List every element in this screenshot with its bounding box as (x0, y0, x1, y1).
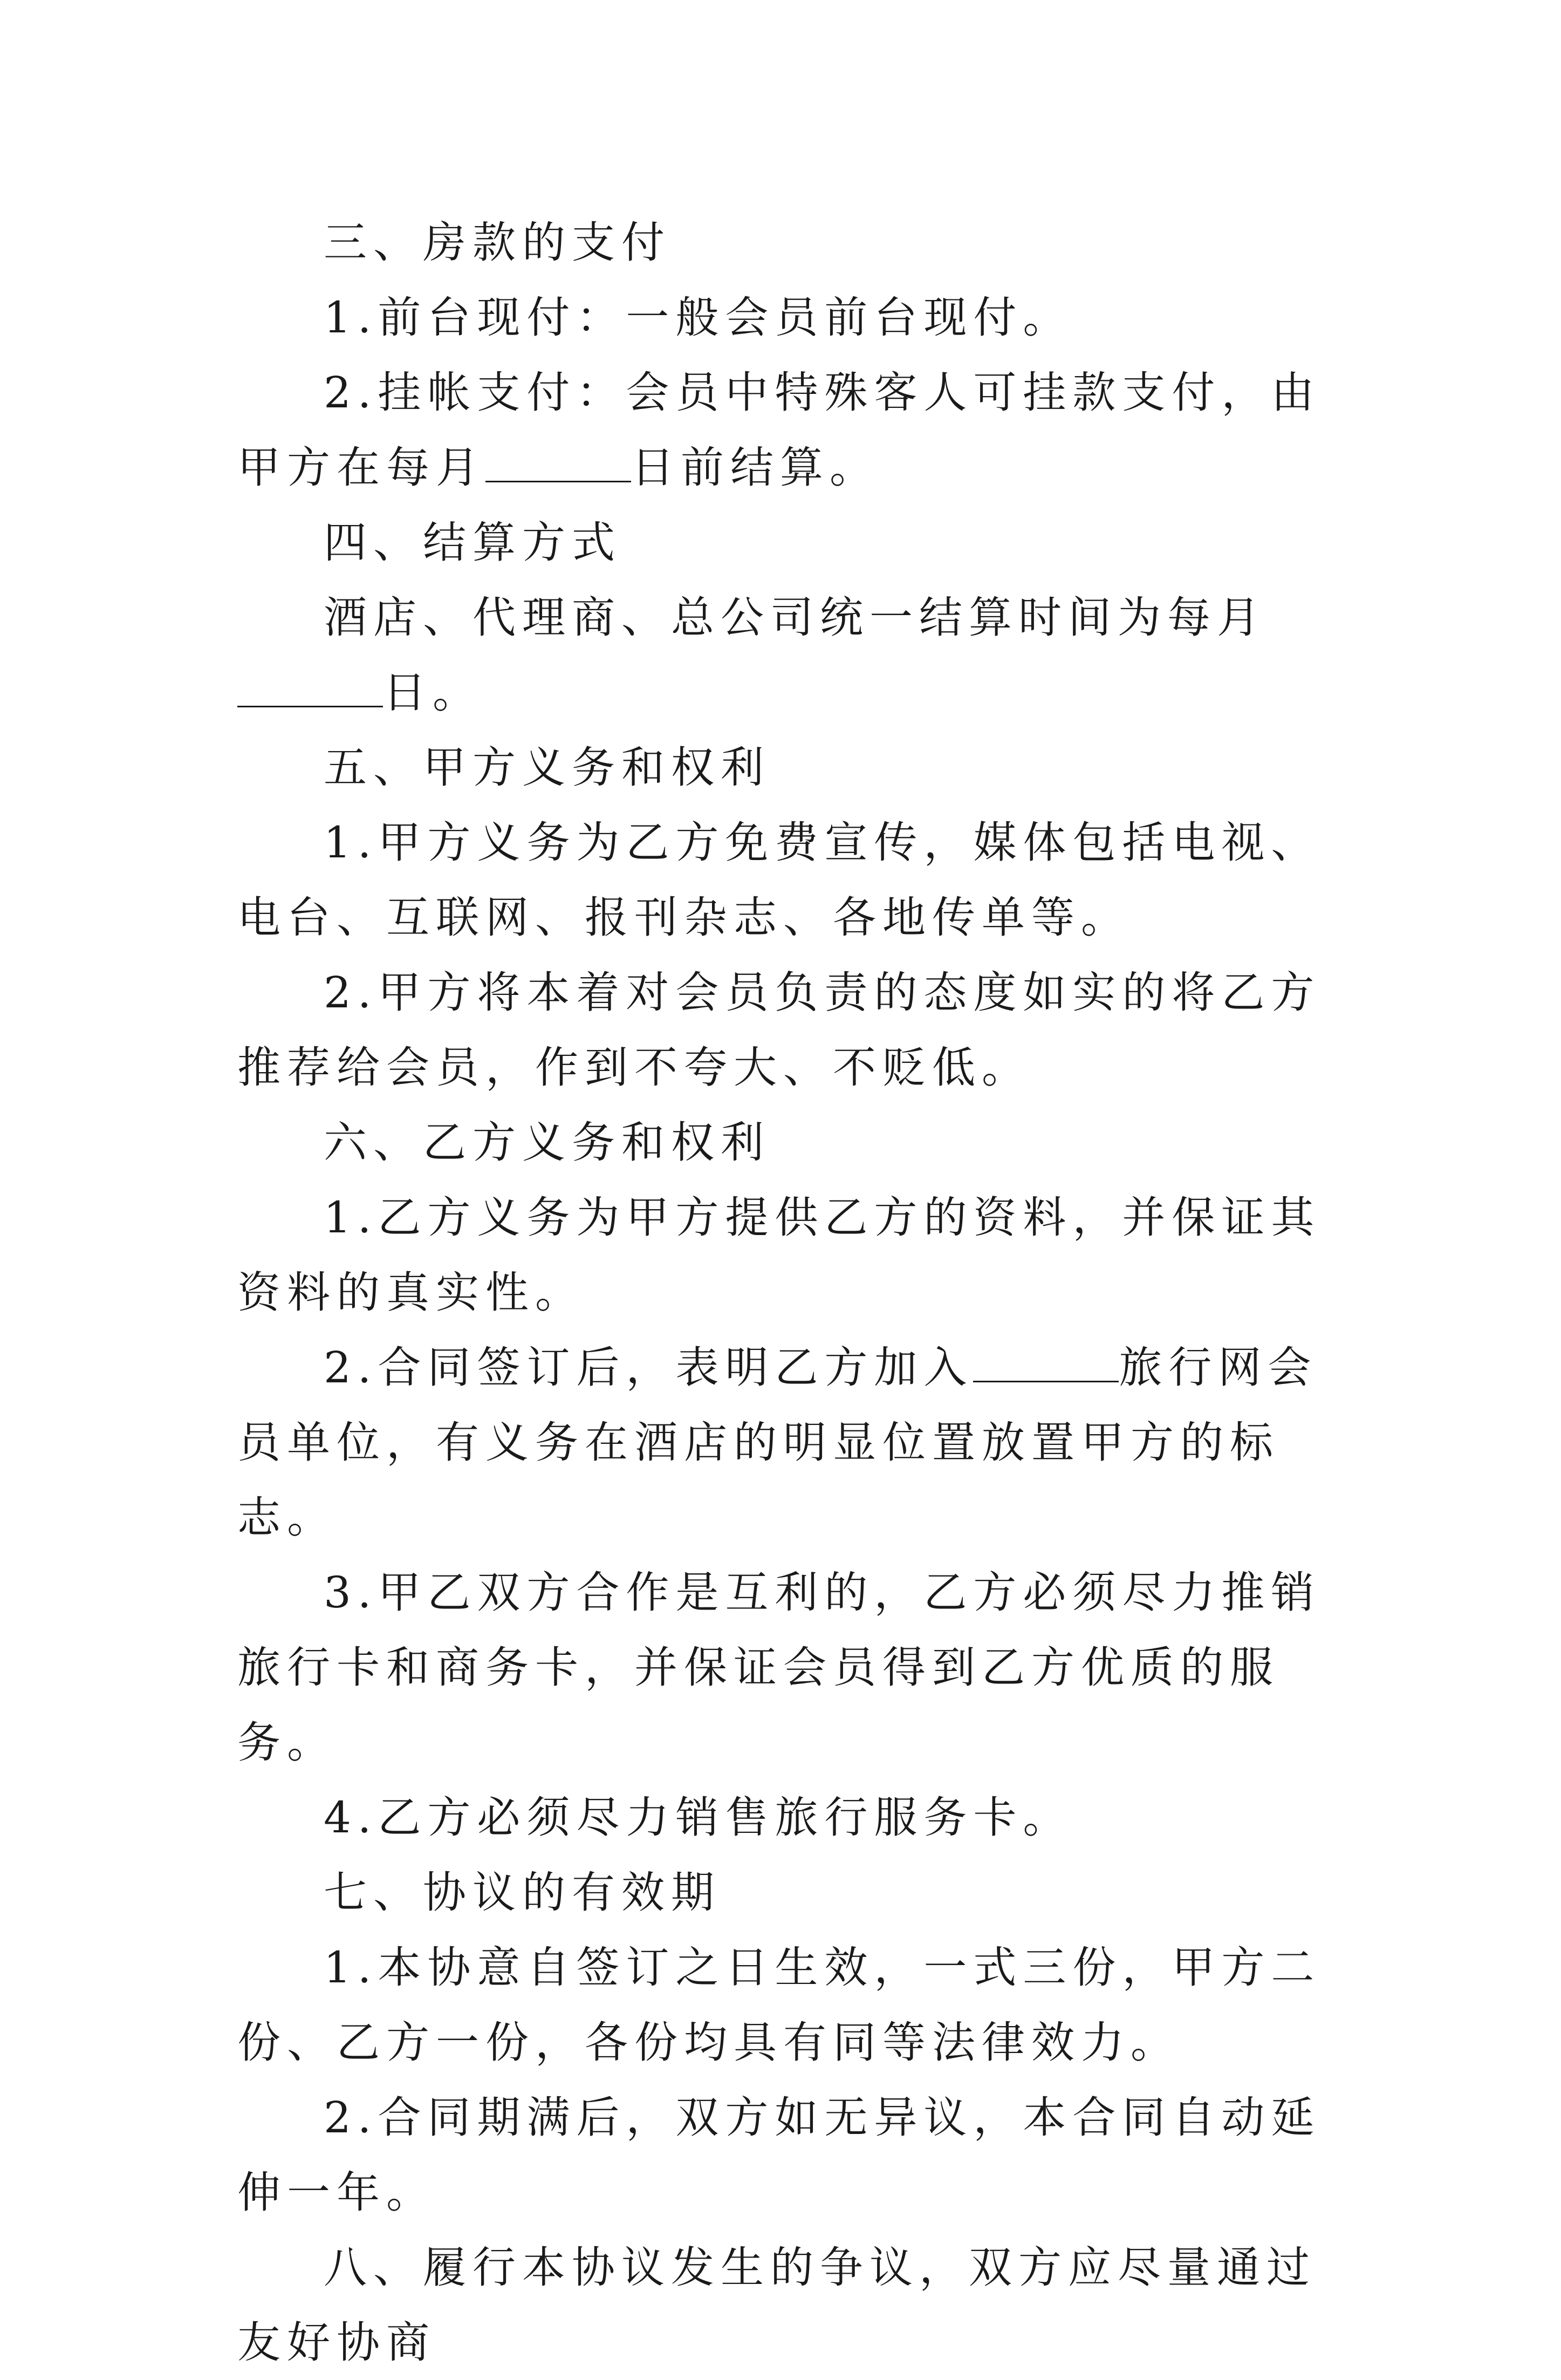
clause-account-payment (237, 355, 1327, 505)
paragraph-text: 1.本协意自签订之日生效，一式三份，甲方二份、乙方一份，各份均具有同等法律效力。 (237, 1942, 1321, 2068)
paragraph-text: 4.乙方必须尽力销售旅行服务卡。 (324, 1792, 1073, 1843)
clause-party-a-recommend (237, 955, 1327, 1105)
clause-party-b-cooperation (237, 1555, 1327, 1780)
clause-validity-extension (237, 2080, 1327, 2230)
clause-party-b-information (237, 1180, 1327, 1330)
paragraph-text: 四、结算方式 (324, 517, 621, 568)
clause-validity-effective (237, 1930, 1327, 2080)
fill-in-blank (973, 1343, 1119, 1382)
clause-party-b-membership (237, 1330, 1327, 1555)
paragraph-text: 七、协议的有效期 (324, 1867, 721, 1918)
section-heading-party-a (237, 730, 1327, 805)
section-heading-party-b (237, 1105, 1327, 1180)
section-heading-disputes (237, 2230, 1327, 2380)
paragraph-text: 1.甲方义务为乙方免费宣传，媒体包括电视、电台、互联网、报刊杂志、各地传单等。 (237, 817, 1321, 943)
fill-in-blank (237, 668, 383, 707)
clause-party-a-promotion (237, 805, 1327, 955)
paragraph-text: 3.甲乙双方合作是互利的，乙方必须尽力推销旅行卡和商务卡，并保证会员得到乙方优质的服务。 (237, 1567, 1321, 1768)
paragraph-text: 酒店、代理商、总公司统一结算时间为每月 (324, 592, 1266, 643)
paragraph-text: 1.前台现付：一般会员前台现付。 (324, 292, 1073, 343)
paragraph-text-continued: 日。 (383, 667, 482, 718)
paragraph-text: 六、乙方义务和权利 (324, 1117, 770, 1168)
section-heading-settlement (237, 505, 1327, 580)
paragraph-text: 2.甲方将本着对会员负责的态度如实的将乙方推荐给会员，作到不夸大、不贬低。 (237, 967, 1321, 1093)
fill-in-blank (485, 443, 631, 482)
section-heading-validity (237, 1855, 1327, 1930)
clause-settlement-date (237, 580, 1327, 730)
paragraph-text-continued: 旅行网会员单位，有义务在酒店的明显位置放置甲方的标志。 (237, 1342, 1318, 1543)
clause-party-b-sales (237, 1780, 1327, 1855)
paragraph-text: 五、甲方义务和权利 (324, 742, 770, 793)
document-body (237, 205, 1327, 2380)
paragraph-text: 2.挂帐支付：会员中特殊客人可挂款支付，由甲方在每月 (237, 367, 1321, 493)
paragraph-text: 1.乙方义务为甲方提供乙方的资料，并保证其资料的真实性。 (237, 1192, 1321, 1318)
paragraph-text: 八、履行本协议发生的争议，双方应尽量通过友好协商 (237, 2242, 1316, 2368)
paragraph-text: 2.合同签订后，表明乙方加入 (324, 1342, 974, 1393)
paragraph-text: 三、房款的支付 (324, 217, 671, 268)
paragraph-text: 2.合同期满后，双方如无异议，本合同自动延伸一年。 (237, 2092, 1321, 2218)
paragraph-text-continued: 日前结算。 (631, 442, 879, 493)
clause-front-desk-payment (237, 280, 1327, 355)
section-heading-payment (237, 205, 1327, 280)
